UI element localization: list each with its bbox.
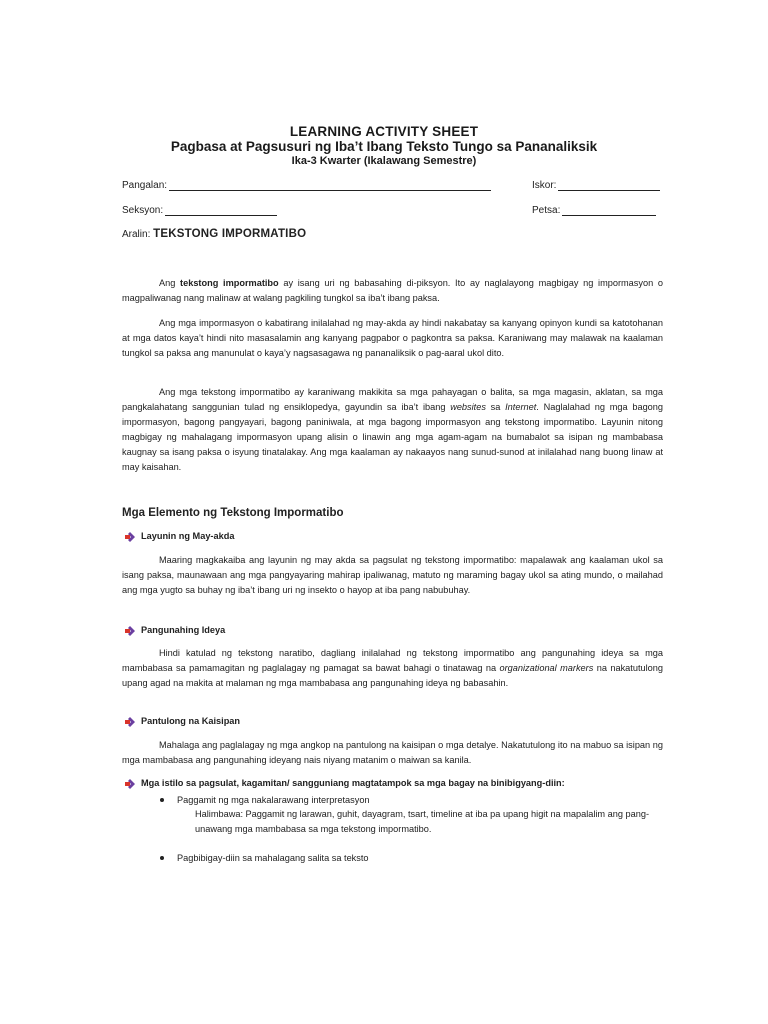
intro-paragraph-2: Ang mga impormasyon o kabatirang inilalahad ng may-akda ay hindi nakabatay sa kanyang opinyon kundi sa katotohanan at mga datos kaya’t hindi nito masasalamin ang kanyang pagpabor o pagkontra sa paksa. Karaniwang may malawak na kaalaman tungkol sa paksa ang manunulat o kaya’y nagsasagawa ng pananaliksik o pag-aaral ukol dito.	[122, 318, 663, 358]
intro-paragraph-1: Ang tekstong impormatibo ay isang uri ng babasahing di-piksyon. Ito ay naglalayong magbigay ng impormasyon o magpaliwanag nang malinaw at walang pagkiling tungkol sa iba’t ibang paksa.	[122, 278, 663, 303]
aralin-field	[122, 228, 306, 240]
element-heading-pantulong: Pantulong na Kaisipan	[141, 716, 240, 726]
element-heading-layunin: Layunin ng May-akda	[141, 531, 234, 541]
element-heading-pangunahing-ideya: Pangunahing Ideya	[141, 625, 225, 635]
pangalan-label: Pangalan:	[122, 180, 168, 191]
intro-paragraph-3: Ang mga tekstong impormatibo ay karaniwang makikita sa mga pahayagan o balita, sa mga magasin, aklatan, sa mga pangkalahatang sanggunian tulad ng ensiklopedya, gayundin sa iba’t ibang websites sa Internet. Naglalahad ng mga bagong impormasyon, bagong pangyayari, bagong paniniwala, at mga bagong impormasyon ang tekstong impormatibo. Layunin nitong magbigay ng mahalagang impormasyon upang alisin o linawin ang mga agam-agam na bumabalot sa isipan ng mambabasa kaugnay sa isang paksa o isyung tinatalakay. Ang mga kaalaman ay nakaayos nang sunud-sunod at inilalahad nang buong linaw at may kaisahan.	[122, 387, 664, 472]
section-heading: Mga Elemento ng Tekstong Impormatibo	[122, 507, 344, 519]
iskor-blank[interactable]	[558, 180, 660, 191]
iskor-label: Iskor:	[532, 180, 557, 191]
sheet-title: LEARNING ACTIVITY SHEET	[289, 124, 479, 139]
seksyon-field[interactable]	[122, 205, 277, 216]
petsa-field[interactable]	[532, 205, 656, 216]
arrow-bullet-icon	[125, 626, 135, 636]
sheet-subtitle: Pagbasa at Pagsusuri ng Iba’t Ibang Teksto Tungo sa Pananaliksik	[170, 139, 598, 154]
term-tekstong-impormatibo: tekstong impormatibo	[180, 278, 279, 288]
petsa-label: Petsa:	[532, 205, 561, 216]
pangalan-field[interactable]	[122, 180, 491, 191]
element-heading-istilo: Mga istilo sa pagsulat, kagamitan/ sangguniang magtatampok sa mga bagay na binibigyang-diin:	[141, 778, 565, 788]
quarter-label: Ika-3 Kwarter (Ikalawang Semestre)	[291, 155, 477, 167]
bullet-item-pagbibigay-diin: Pagbibigay-diin sa mahalagang salita sa teksto	[177, 851, 369, 866]
petsa-blank[interactable]	[562, 205, 656, 216]
arrow-bullet-icon	[125, 532, 135, 542]
iskor-field[interactable]	[532, 180, 660, 191]
element-text-pangunahing-ideya: Hindi katulad ng tekstong naratibo, dagliang inilalahad ng tekstong impormatibo ang pangunahing ideya sa mga mambabasa sa pamamagitan ng paglalagay ng pamagat sa bawat bahagi o tinatawag na organizational markers na nakatutulong upang agad na makita at malaman ng mga mambabasa ang pangunahing ideya ng babasahin.	[122, 648, 663, 688]
bullet-dot	[160, 856, 164, 860]
aralin-label: Aralin:	[122, 229, 151, 240]
element-text-layunin: Maaring magkakaiba ang layunin ng may akda sa pagsulat ng tekstong impormatibo: mapalawak ang kaalaman ukol sa isang paksa, maunawaan ang mga pangyayaring mahirap ipaliwanag, matuto ng maraming bagay ukol sa ating mundo, o mailahad ang mga yugto sa buhay ng iba’t ibang uri ng insekto o hayop at iba pang nabubuhay.	[122, 555, 663, 595]
seksyon-blank[interactable]	[165, 205, 277, 216]
element-text-pantulong: Mahalaga ang paglalagay ng mga angkop na pantulong na kaisipan o mga detalye. Nakatutulong ito na mabuo sa isipan ng mga mambabasa ang pangunahing ideyang nais niyang matanim o maiwan sa kanila.	[122, 740, 663, 765]
bullet-text-halimbawa: Halimbawa: Paggamit ng larawan, guhit, dayagram, tsart, timeline at iba pa upang higit na mapalalim ang pang-unawang mga mambabasa sa mga tekstong impormatibo.	[195, 809, 650, 834]
arrow-bullet-icon	[125, 779, 135, 789]
bullet-item-nakalarawan: Paggamit ng mga nakalarawang interpretasyon	[177, 793, 370, 808]
arrow-bullet-icon	[125, 717, 135, 727]
bullet-dot	[160, 798, 164, 802]
seksyon-label: Seksyon:	[122, 205, 164, 216]
aralin-value: TEKSTONG IMPORMATIBO	[153, 228, 307, 240]
pangalan-blank[interactable]	[169, 180, 491, 191]
